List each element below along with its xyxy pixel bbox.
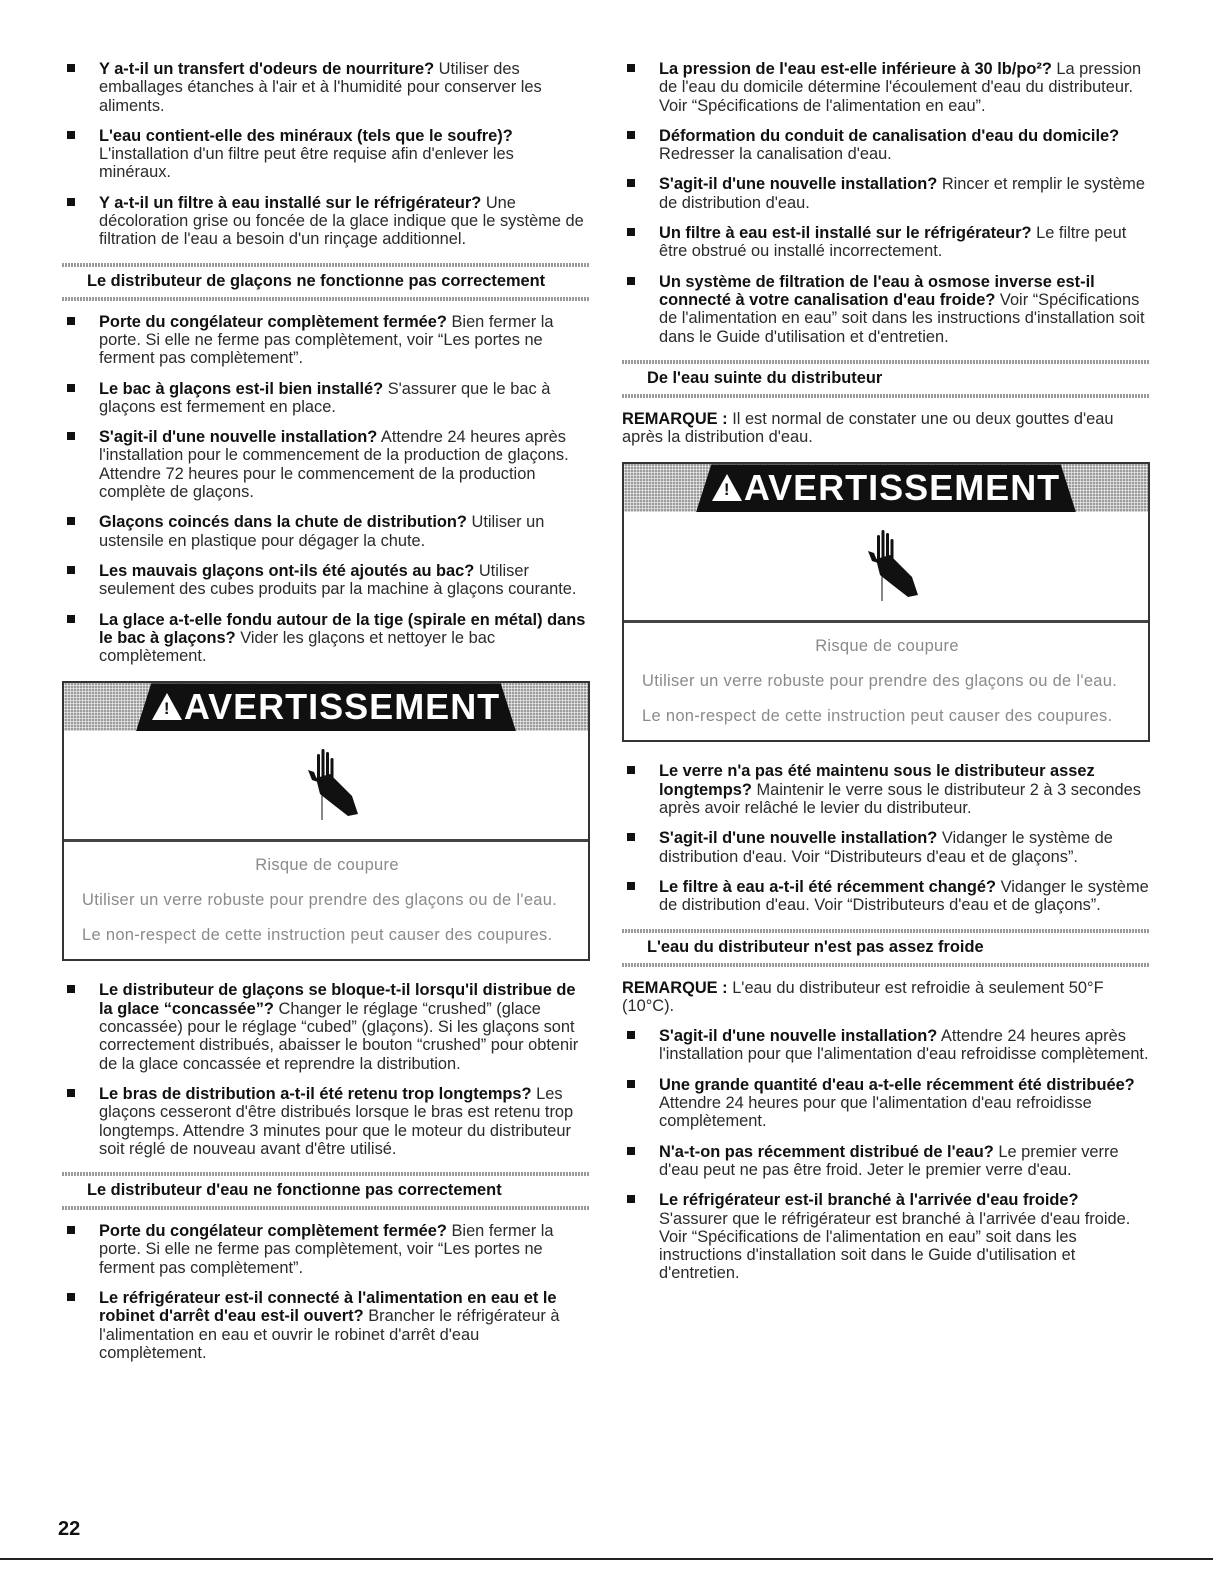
warning-header [64, 683, 588, 731]
bullet-icon [67, 64, 75, 72]
bullet-icon [67, 1293, 75, 1301]
warning-text: Utiliser un verre robuste pour prendre des glaçons ou de l'eau. [642, 672, 1118, 691]
list-item: La pression de l'eau est-elle inférieure à 30 lb/po²? La pression de l'eau du domicile détermine l'écoulement d'eau du distributeur. Voir “Spécifications de l'alimentation en eau”. [622, 60, 1150, 115]
bullet-icon [67, 317, 75, 325]
bullet-icon [627, 64, 635, 72]
bullet-icon [627, 277, 635, 285]
warning-text: Utiliser un verre robuste pour prendre des glaçons ou de l'eau. [82, 891, 558, 910]
warning-triangle-icon [152, 693, 182, 720]
list-item: Le distributeur de glaçons se bloque-t-il lorsqu'il distribue de la glace “concassée”? Changer le réglage “crushed” (glace concassée) pour le réglage “cubed” (glaçons). Si les glaçons sont correctement distribués, abaisser le bouton “crushed” pour obtenir de la glace concassée et reprendre la distribution. [62, 981, 590, 1072]
list-item: Y a-t-il un filtre à eau installé sur le réfrigérateur? Une décoloration grise ou foncée de la glace indique que le système de filtration de l'eau a besoin d'un rinçage additionnel. [62, 194, 590, 249]
bullet-icon [627, 131, 635, 139]
dotted-rule [622, 963, 1150, 967]
bullet-icon [627, 1031, 635, 1039]
note: REMARQUE : L'eau du distributeur est refroidie à seulement 50°F (10°C). [622, 978, 1104, 1015]
page-number: 22 [58, 1518, 81, 1540]
bullet-icon [627, 766, 635, 774]
section-title: Le distributeur d'eau ne fonctionne pas correctement [87, 1181, 502, 1200]
list-item: Glaçons coincés dans la chute de distribution? Utiliser un ustensile en plastique pour dégager la chute. [62, 513, 590, 550]
note: REMARQUE : Il est normal de constater une ou deux gouttes d'eau après la distribution d'eau. [622, 409, 1114, 447]
bullet-icon [627, 1080, 635, 1088]
list-item: Le filtre à eau a-t-il été récemment changé? Vidanger le système de distribution d'eau. Voir “Distributeurs d'eau et de glaçons”. [622, 878, 1150, 915]
section-header [62, 263, 590, 301]
warning-text: Le non-respect de cette instruction peut causer des coupures. [82, 926, 553, 945]
bullet-icon [67, 432, 75, 440]
warning-text: Le non-respect de cette instruction peut causer des coupures. [642, 707, 1113, 726]
cut-hazard-hand-icon [286, 740, 366, 830]
warning-header [624, 464, 1148, 512]
bullet-icon [67, 615, 75, 623]
list-item: Le bras de distribution a-t-il été retenu trop longtemps? Les glaçons cesseront d'être distribués lorsque le bras est retenu trop longtemps. Attendre 3 minutes pour que le moteur du distributeur soit réglé de nouveau avant d'être utilisé. [62, 1085, 590, 1158]
bottom-rule [0, 1558, 1213, 1560]
section-header [622, 929, 1150, 967]
list-item: Déformation du conduit de canalisation d'eau du domicile? Redresser la canalisation d'eau. [622, 127, 1150, 164]
bullet-icon [67, 131, 75, 139]
warning-hazard: Risque de coupure [815, 637, 959, 656]
warning-box [622, 462, 1150, 742]
bullet-icon [67, 384, 75, 392]
list-item: La glace a-t-elle fondu autour de la tige (spirale en métal) dans le bac à glaçons? Vider les glaçons et nettoyer le bac complètement. [62, 611, 590, 666]
bullet-icon [627, 833, 635, 841]
list-item: Y a-t-il un transfert d'odeurs de nourriture? Utiliser des emballages étanches à l'air et à l'humidité pour conserver les aliments. [62, 60, 590, 115]
list-item: S'agit-il d'une nouvelle installation? Attendre 24 heures après l'installation pour le commencement de la production de glaçons. Attendre 72 heures pour le commencement de la production complète de glaçons. [62, 428, 590, 501]
dotted-rule [62, 297, 590, 301]
bullet-icon [67, 198, 75, 206]
bullet-icon [627, 179, 635, 187]
list-item: S'agit-il d'une nouvelle installation? Vidanger le système de distribution d'eau. Voir “Distributeurs d'eau et de glaçons”. [622, 829, 1150, 866]
section-title: L'eau du distributeur n'est pas assez froide [647, 937, 984, 956]
list-item: Une grande quantité d'eau a-t-elle récemment été distribuée? Attendre 24 heures pour que l'alimentation d'eau refroidisse complètement. [622, 1076, 1150, 1131]
warning-body [64, 842, 588, 959]
warning-title: !AVERTISSEMENT [64, 683, 588, 731]
dotted-rule [62, 263, 590, 267]
dotted-rule [62, 1206, 590, 1210]
list-item: Un filtre à eau est-il installé sur le réfrigérateur? Le filtre peut être obstrué ou installé incorrectement. [622, 224, 1150, 261]
dotted-rule [622, 360, 1150, 364]
warning-box [62, 681, 590, 961]
warning-title: !AVERTISSEMENT [624, 464, 1148, 512]
list-item: Le réfrigérateur est-il branché à l'arrivée d'eau froide? S'assurer que le réfrigérateur est branché à l'arrivée d'eau froide. Voir “Spécifications de l'alimentation en eau” soit dans les instructions d'installation soit dans le Guide d'utilisation et d'entretien. [622, 1191, 1150, 1282]
section-header [622, 360, 1150, 398]
bullet-icon [67, 1089, 75, 1097]
bullet-icon [67, 1226, 75, 1234]
left-column [62, 60, 590, 1374]
list-item: Le réfrigérateur est-il connecté à l'alimentation en eau et le robinet d'arrêt d'eau est-il ouvert? Brancher le réfrigérateur à l'alimentation en eau et ouvrir le robinet d'arrêt d'eau complètement. [62, 1289, 590, 1362]
list-item: Les mauvais glaçons ont-ils été ajoutés au bac? Utiliser seulement des cubes produits par la machine à glaçons courante. [62, 562, 590, 599]
list-item: Un système de filtration de l'eau à osmose inverse est-il connecté à votre canalisation d'eau froide? Voir “Spécifications de l'alimentation en eau” soit dans les instructions d'installation soit dans le Guide d'utilisation et d'entretien. [622, 273, 1150, 346]
list-item: Porte du congélateur complètement fermée? Bien fermer la porte. Si elle ne ferme pas complètement, voir “Les portes ne ferment pas complètement”. [62, 313, 590, 368]
bullet-icon [627, 1147, 635, 1155]
warning-triangle-icon [712, 474, 742, 501]
list-item: L'eau contient-elle des minéraux (tels que le soufre)? L'installation d'un filtre peut être requise afin d'enlever les minéraux. [62, 127, 590, 182]
bullet-icon [67, 566, 75, 574]
warning-body [624, 623, 1148, 740]
bullet-icon [627, 882, 635, 890]
section-header [62, 1172, 590, 1210]
bullet-icon [627, 1195, 635, 1203]
list-item: S'agit-il d'une nouvelle installation? Attendre 24 heures après l'installation pour que l'alimentation d'eau refroidisse complètement. [622, 1027, 1150, 1064]
bullet-icon [67, 985, 75, 993]
warning-icon-area [64, 731, 588, 842]
dotted-rule [622, 394, 1150, 398]
warning-icon-area [624, 512, 1148, 623]
section-title: Le distributeur de glaçons ne fonctionne pas correctement [87, 271, 546, 290]
cut-hazard-hand-icon [846, 521, 926, 611]
list-item: Le verre n'a pas été maintenu sous le distributeur assez longtemps? Maintenir le verre sous le distributeur 2 à 3 secondes après avoir relâché le levier du distributeur. [622, 762, 1150, 817]
bullet-icon [627, 228, 635, 236]
list-item: S'agit-il d'une nouvelle installation? Rincer et remplir le système de distribution d'eau. [622, 175, 1150, 212]
bullet-icon [67, 517, 75, 525]
list-item: Le bac à glaçons est-il bien installé? S'assurer que le bac à glaçons est fermement en place. [62, 380, 590, 417]
list-item: Porte du congélateur complètement fermée? Bien fermer la porte. Si elle ne ferme pas complètement, voir “Les portes ne ferment pas complètement”. [62, 1222, 590, 1277]
dotted-rule [62, 1172, 590, 1176]
right-column [622, 60, 1150, 1295]
section-title: De l'eau suinte du distributeur [647, 368, 883, 387]
warning-hazard: Risque de coupure [255, 856, 399, 875]
list-item: N'a-t-on pas récemment distribué de l'eau? Le premier verre d'eau peut ne pas être froid. Jeter le premier verre d'eau. [622, 1143, 1150, 1180]
dotted-rule [622, 929, 1150, 933]
